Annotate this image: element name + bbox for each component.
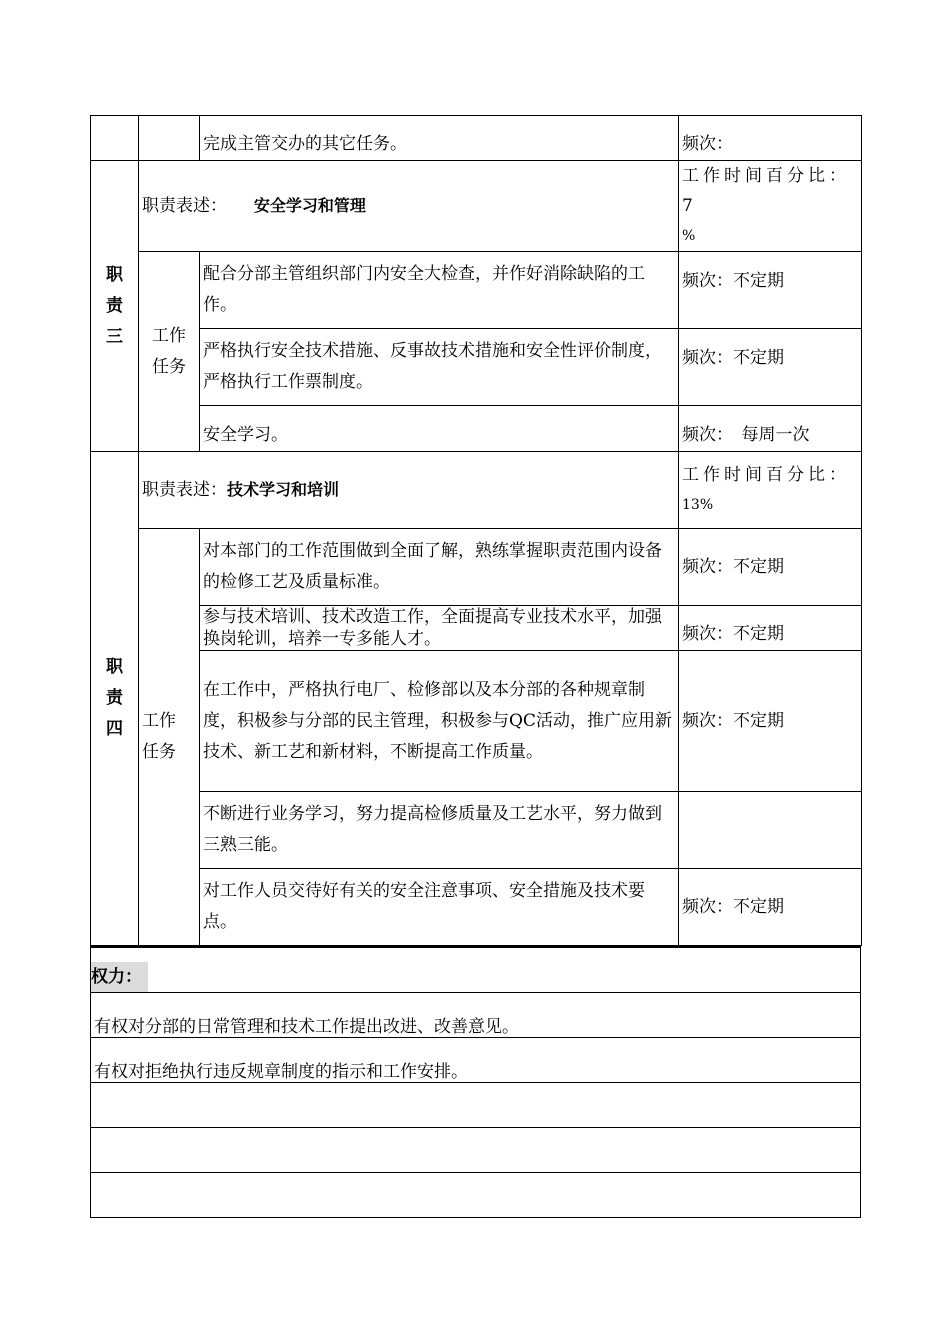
table-row: [91, 329, 862, 406]
table-row: [91, 993, 861, 1038]
work-label-line: 工作: [142, 711, 176, 731]
power-item: [91, 1173, 861, 1218]
description-label: 职责表述：: [142, 480, 227, 500]
power-item: 有权对分部的日常管理和技术工作提出改进、改善意见。: [91, 993, 861, 1038]
table-row: [91, 116, 862, 161]
table-row: [91, 869, 862, 946]
task-text: 在工作中，严格执行电厂、检修部以及本分部的各种规章制度，积极参与分部的民主管理，积极参与QC活动，推广应用新技术、新工艺和新材料，不断提高工作质量。: [200, 651, 679, 792]
table-row: [91, 606, 862, 651]
time-percentage-value: %: [682, 228, 696, 244]
description-text: 安全学习和管理: [253, 196, 366, 215]
task-text: 参与技术培训、技术改造工作，全面提高专业技术水平，加强换岗轮训，培养一专多能人才。: [200, 606, 679, 651]
table-row: [91, 529, 862, 606]
power-header: 权力：: [91, 962, 148, 992]
task-frequency: 频次：不定期: [679, 606, 862, 651]
table-row: [91, 452, 862, 529]
duty-label-char: 责: [106, 688, 123, 708]
description-text: 技术学习和培训: [227, 480, 340, 499]
table-row: [91, 1038, 861, 1083]
table-row: [91, 947, 861, 993]
duty-description: [139, 452, 679, 529]
task-frequency: [679, 792, 862, 869]
task-text: 安全学习。: [200, 406, 679, 452]
work-label-line: 任务: [152, 356, 186, 377]
table-row: [91, 252, 862, 329]
task-text: 配合分部主管组织部门内安全大检查，并作好消除缺陷的工作。: [200, 252, 679, 329]
work-label-line: 任务: [142, 742, 176, 762]
duty-label-char: 职: [106, 264, 123, 285]
duty-label-char: 四: [106, 719, 123, 739]
empty-cell: [91, 116, 139, 161]
empty-cell: [139, 116, 200, 161]
task-frequency: 频次：不定期: [679, 651, 862, 792]
table-row: [91, 1083, 861, 1128]
duty-description: [139, 161, 679, 252]
work-label-line: 工作: [152, 325, 186, 346]
task-text: 对工作人员交待好有关的安全注意事项、安全措施及技术要点。: [200, 869, 679, 946]
task-text: 对本部门的工作范围做到全面了解，熟练掌握职责范围内设备的检修工艺及质量标准。: [200, 529, 679, 606]
description-label: 职责表述：: [142, 196, 227, 216]
task-frequency: 频次： 每周一次: [679, 406, 862, 452]
table-row: [91, 651, 862, 792]
work-tasks-label: [139, 529, 200, 946]
task-frequency: 频次：不定期: [679, 252, 862, 329]
power-item: 有权对拒绝执行违反规章制度的指示和工作安排。: [91, 1038, 861, 1083]
time-percentage-value: 13%: [682, 497, 714, 513]
power-table: [90, 946, 861, 1218]
duties-table: [90, 115, 862, 946]
duty-label-char: 责: [106, 295, 123, 316]
job-description-sheet: [90, 115, 861, 1218]
task-frequency: 频次：不定期: [679, 529, 862, 606]
time-percentage: [679, 161, 862, 252]
table-row: [91, 406, 862, 452]
task-frequency: 频次：不定期: [679, 869, 862, 946]
table-row: [91, 792, 862, 869]
power-item: [91, 1128, 861, 1173]
time-percentage: [679, 452, 862, 529]
time-percentage-label: 工作时间百分比：: [682, 465, 850, 485]
table-row: [91, 161, 862, 252]
time-percentage-label: 工作时间百分比：7: [682, 166, 850, 216]
work-tasks-label: [139, 252, 200, 452]
duty-3-label: [91, 161, 139, 452]
duty-4-label: [91, 452, 139, 946]
duty-label-char: 三: [106, 326, 123, 347]
power-item: [91, 1083, 861, 1128]
power-header-cell: [91, 947, 861, 993]
task-frequency: 频次：: [679, 116, 862, 161]
duty-label-char: 职: [106, 657, 123, 677]
table-row: [91, 1173, 861, 1218]
task-frequency: 频次：不定期: [679, 329, 862, 406]
task-text: 完成主管交办的其它任务。: [200, 116, 679, 161]
task-text: 不断进行业务学习，努力提高检修质量及工艺水平，努力做到三熟三能。: [200, 792, 679, 869]
table-row: [91, 1128, 861, 1173]
task-text: 严格执行安全技术措施、反事故技术措施和安全性评价制度，严格执行工作票制度。: [200, 329, 679, 406]
